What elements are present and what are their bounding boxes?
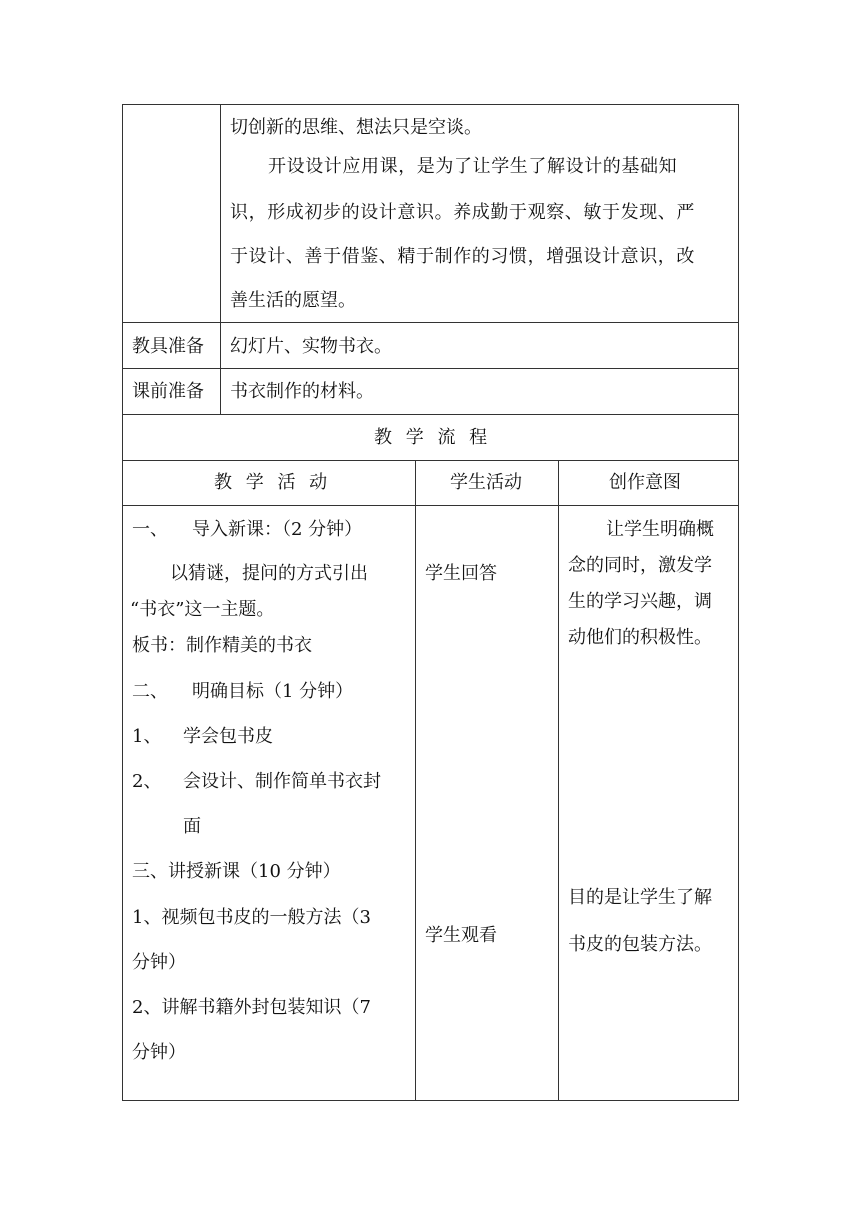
intent-text: 让学生明确概	[606, 519, 714, 540]
student-activity-text: 学生观看	[425, 925, 497, 946]
table-border-top	[122, 104, 739, 105]
header-student-activity: 学生活动	[450, 472, 522, 493]
activity-step-title: 三、讲授新课（10 分钟）	[132, 861, 341, 882]
intro-line: 识，形成初步的设计意识。养成勤于观察、敏于发现、严	[230, 202, 695, 223]
table-col-divider-student	[558, 460, 559, 1101]
activity-step-title: 明确目标（1 分钟）	[192, 681, 354, 702]
intro-line: 善生活的愿望。	[230, 290, 356, 311]
activity-text: “书衣”这一主题。	[130, 599, 275, 620]
activity-item-number: 2、	[132, 771, 162, 792]
intro-line: 开设设计应用课，是为了让学生了解设计的基础知	[268, 156, 678, 177]
table-col-divider-label	[220, 104, 221, 414]
table-border-row1	[122, 322, 739, 323]
activity-text: 1、视频包书皮的一般方法（3	[132, 907, 371, 928]
intent-text: 生的学习兴趣，调	[568, 591, 712, 612]
teaching-aids-label: 教具准备	[132, 336, 204, 357]
pre-class-label: 课前准备	[132, 381, 204, 402]
intro-line: 切创新的思维、想法只是空谈。	[230, 117, 482, 138]
activity-item: 会设计、制作简单书衣封	[183, 771, 381, 792]
student-activity-text: 学生回答	[425, 563, 497, 584]
activity-text: 以猜谜，提问的方式引出	[170, 563, 368, 584]
intent-text: 书皮的包装方法。	[568, 934, 712, 955]
activity-step-title: 导入新课：（2 分钟）	[192, 519, 363, 540]
teaching-aids-value: 幻灯片、实物书衣。	[230, 336, 392, 357]
table-border-row3	[122, 414, 739, 415]
activity-text: 分钟）	[132, 952, 186, 973]
pre-class-value: 书衣制作的材料。	[230, 381, 374, 402]
activity-text: 分钟）	[132, 1042, 186, 1063]
header-teaching-activity: 教 学 活 动	[214, 472, 332, 493]
table-border-left	[122, 104, 123, 1101]
activity-step-number: 一、	[132, 519, 168, 540]
header-creative-intent: 创作意图	[609, 472, 681, 493]
intent-text: 动他们的积极性。	[568, 627, 712, 648]
activity-item: 学会包书皮	[183, 726, 273, 747]
table-col-divider-activity	[415, 460, 416, 1101]
table-border-right	[738, 104, 739, 1101]
intro-line: 于设计、善于借鉴、精于制作的习惯，增强设计意识，改	[230, 246, 695, 267]
table-border-bottom	[122, 1100, 739, 1101]
activity-step-number: 二、	[132, 681, 168, 702]
activity-text: 板书：制作精美的书衣	[132, 635, 312, 656]
table-border-row5	[122, 505, 739, 506]
table-border-row4	[122, 460, 739, 461]
intent-text: 目的是让学生了解	[568, 887, 712, 908]
intent-text: 念的同时，激发学	[568, 555, 712, 576]
flow-title: 教 学 流 程	[374, 427, 492, 448]
activity-item-number: 1、	[132, 726, 162, 747]
table-border-row2	[122, 368, 739, 369]
activity-text: 2、讲解书籍外封包装知识（7	[132, 997, 371, 1018]
activity-item: 面	[183, 816, 201, 837]
